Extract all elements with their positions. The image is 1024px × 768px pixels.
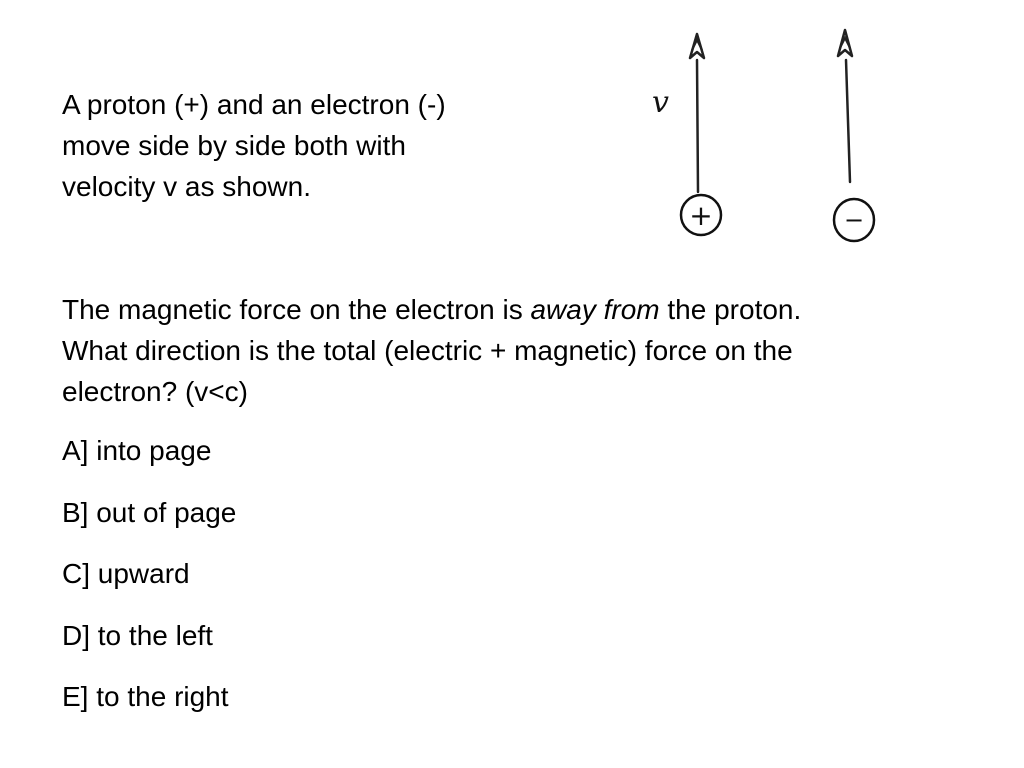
question-line-1-after: the proton. (659, 294, 802, 325)
velocity-label: v (652, 85, 669, 120)
intro-line: A proton (+) and an electron (-) (62, 89, 446, 120)
intro-line: move side by side both with (62, 130, 406, 161)
question-line-1-before: The magnetic force on the electron is (62, 294, 531, 325)
choice-a: A] into page (62, 435, 212, 466)
intro-line: velocity v as shown. (62, 171, 311, 202)
choice-c: C] upward (62, 558, 190, 589)
electron-velocity-arrow (838, 30, 852, 182)
question-text (62, 289, 1002, 412)
proton-charge (681, 195, 721, 235)
intro-text (62, 84, 562, 207)
answer-choices (62, 430, 236, 738)
choice-e: E] to the right (62, 681, 229, 712)
question-line-2: What direction is the total (electric + magnetic) force on the (62, 335, 793, 366)
question-line-3: electron? (v<c) (62, 376, 248, 407)
velocity-diagram (640, 20, 900, 260)
question-emphasis: away from (530, 294, 660, 325)
choice-b: B] out of page (62, 496, 237, 528)
proton-symbol: + (689, 199, 713, 232)
proton-velocity-arrow (690, 34, 704, 192)
electron-charge (834, 199, 874, 241)
question-line-1 (62, 289, 1002, 330)
electron-symbol: − (843, 206, 865, 234)
diagram-svg (640, 20, 900, 260)
choice-d: D] to the left (62, 619, 213, 651)
